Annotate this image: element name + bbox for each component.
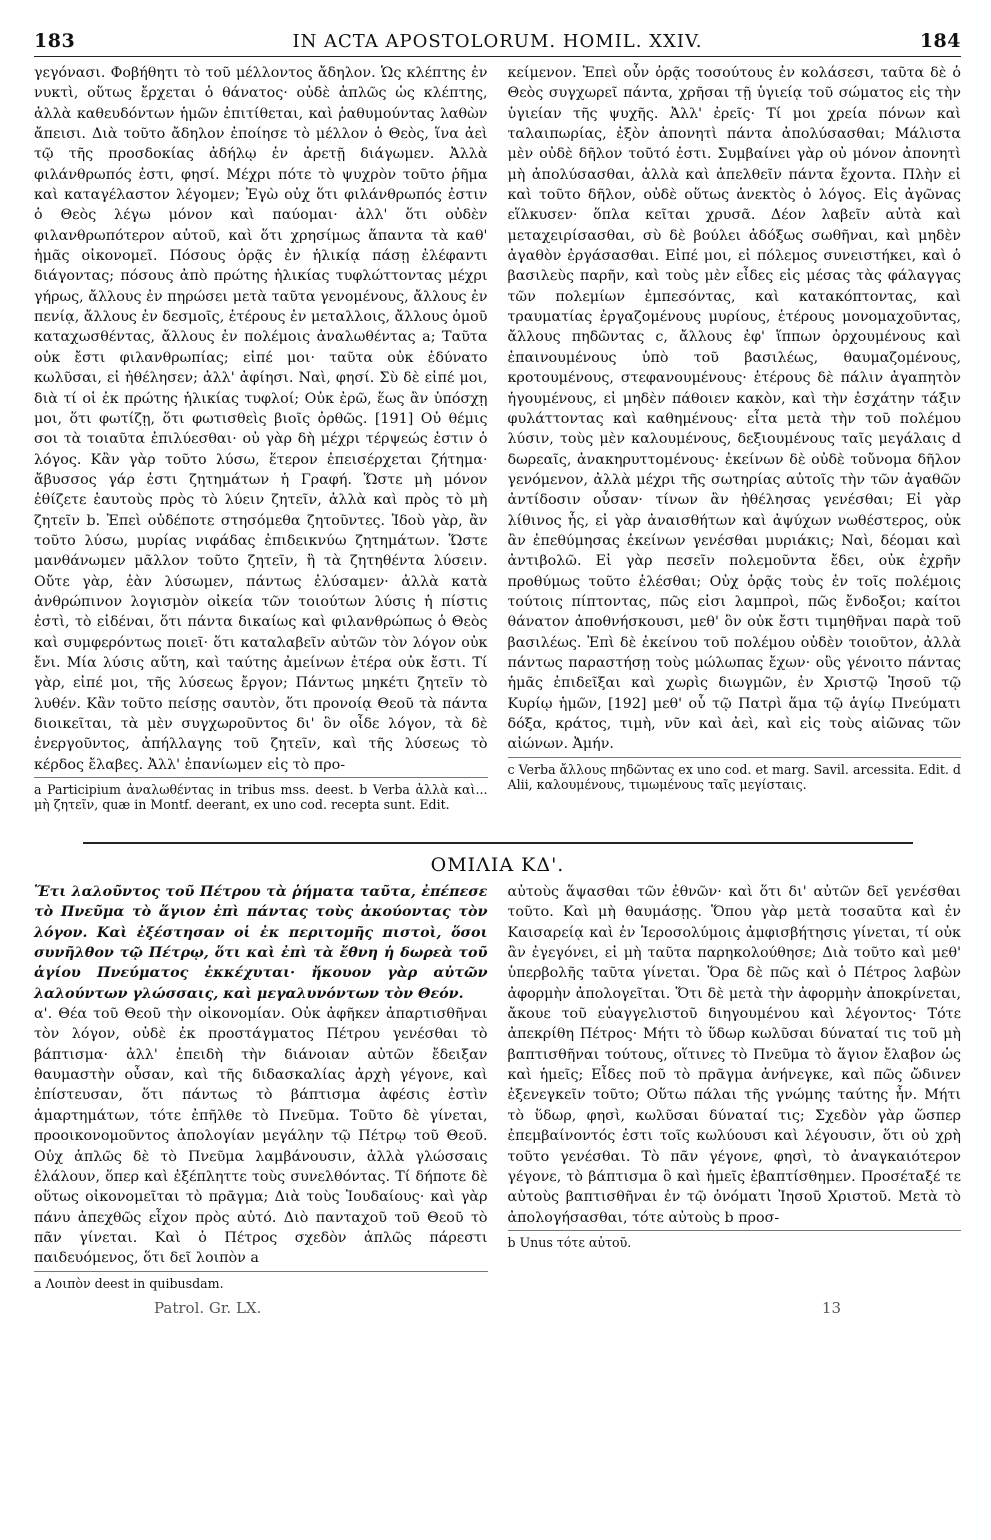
running-title: IN ACTA APOSTOLORUM. HOMIL. XXIV.: [292, 31, 703, 52]
left-column-text: γεγόνασι. Φοβήθητι τὸ τοῦ μέλλοντος ἄδηλον. Ὡς κλέπτης ἐν νυκτὶ, οὕτως ἔρχεται ὁ θάνατος· οὐδὲ ἁπλῶς ὡς κλέπτης, ἀλλὰ καθευδόντων ἡμῶν ἐπιτίθεται, καὶ ῥαθυμούντας λαθὼν ἄπεισι. Διὰ τοῦτο ἄδηλον ἐποίησε τὸ μέλλον ὁ Θεὸς, ἵνα ἀεὶ τῷ τῆς προσδοκίας ἀδήλῳ ἐν ἀρετῇ διάγωμεν. Ἀλλὰ φιλάνθρωπός ἐστι, φησί. Μέχρι πότε τὸ ψυχρὸν τοῦτο ῥῆμα καὶ καταγέλαστον λέγομεν; Ἐγὼ οὐχ ὅτι φιλάνθρωπός ἐστιν ὁ Θεὸς λέγω μόνον καὶ παύομαι· ἀλλ' ὅτι οὐδὲν φιλανθρωπότερον αὐτοῦ, καὶ ὅτι χρησίμως ἅπαντα τὰ καθ' ἡμᾶς οἰκονομεῖ. Πόσους ὁρᾷς ἐν ἡλικίᾳ πάσῃ ἐλέφαντι διάγοντας; πόσους ἀπὸ πρώτης ἡλικίας τυφλώττοντας μέχρι γήρως, ἄλλους ἐν πηρώσει μετὰ ταῦτα γενομένους, ἄλλους ἐν πενίᾳ, ἄλλους ἐν δεσμοῖς, ἑτέρους ἐν μεταλλοις, ἄλλους ὁμοῦ καταχωσθέντας, ἄλλους ἐν πολέμοις ἀναλωθέντας a; Ταῦτα οὐκ ἔστι φιλανθρωπίας; εἰπέ μοι· ταῦτα οὐκ ἐδύνατο κωλῦσαι, εἰ ἠθέλησεν; ἀλλ' ἀφίησι. Ναὶ, φησί. Σὺ δὲ εἰπέ μοι, διὰ τί οἱ ἐκ πρώτης ἡλικίας τυφλοί; Οὐκ ἐρῶ, ἕως ἂν ὑπόσχῃ μοι, ὅτι φωτίζῃ, ὅτι φωτισθεὶς βιοῖς ὀρθῶς. [191] Οὐ θέμις σοι τὰ τοιαῦτα ἐπιλύεσθαι· οὐ γὰρ δὴ μέχρι τέρψεώς ἐστιν ὁ λόγος. Κἂν γὰρ τοῦτο λύσω, ἕτερον ἐπεισέρχεται ζήτημα· ἄβυσσος γάρ ἐστι ζητημάτων ἡ Γραφή. Ὥστε μὴ μόνον ἐθίζετε ἑαυτοὺς πρὸς τὸ λύειν ζητεῖν, ἀλλὰ καὶ πρὸς τὸ μὴ ζητεῖν b. Ἐπεὶ οὐδέποτε στησόμεθα ζητοῦντες. Ἰδοὺ γὰρ, ἂν τοῦτο λύσω, μυρίας νιφάδας ἐπιδεικνύω ζητημάτων. Ὥστε μανθάνωμεν μᾶλλον τοῦτο ζητεῖν, ἢ τὰ ζητηθέντα λύσειν. Οὔτε γὰρ, ἐὰν λύσωμεν, πάντως ἐλύσαμεν· ἀλλὰ κατὰ ἀνθρώπινον λογισμὸν οἰκεία τῶν τοιούτων λύσις ἡ πίστις ἐστὶ, τὸ εἰδέναι, ὅτι πάντα δικαίως καὶ φιλανθρώπως ὁ Θεὸς καὶ συμφερόντως ποιεῖ· ὅτι καταλαβεῖν αὐτῶν τὸν λόγον οὐκ ἔνι. Μία λύσις αὕτη, καὶ ταύτης ἀμείνων ἑτέρα οὐκ ἔστι. Τί γὰρ, εἰπέ μοι, τῆς λύσεως ἔργον; Πάντως μηκέτι ζητεῖν τὸ λυθέν. Κἂν τοῦτο πείσῃς σαυτὸν, ὅτι προνοίᾳ Θεοῦ τὰ πάντα διοικεῖται, τὰ μὲν συγχωροῦντος δι' ὃν οἶδε λόγον, τὰ δὲ ἐνεργοῦντος, ἀπήλλαγης τοῦ ζητεῖν, καὶ τῆς λύσεως τὸ κέρδος ἔλαβες. Ἀλλ' ἐπανίωμεν εἰς τὸ προ-: [34, 65, 488, 773]
footer-right: 13: [821, 1298, 841, 1317]
left-column: [34, 63, 488, 812]
top-columns: [34, 63, 961, 812]
homily-right-column: [508, 882, 962, 1291]
left-footnotes: a Participium ἀναλωθέντας in tribus mss. deest. b Verba ἀλλὰ καὶ... μὴ ζητεῖν, quæ in Montf. deerant, ex uno cod. recepta sunt. Edit.: [34, 777, 488, 812]
page-footer: [34, 1299, 961, 1317]
homily-right-footnotes: b Unus τότε αὐτοῦ.: [508, 1230, 962, 1250]
running-header: [34, 30, 961, 57]
right-page-number: 184: [919, 30, 961, 52]
footer-left: Patrol. Gr. LX.: [154, 1298, 262, 1317]
left-page-number: 183: [34, 30, 76, 52]
right-column: [508, 63, 962, 812]
homily-columns: [34, 882, 961, 1291]
homily-left-footnotes: a Λοιπὸν deest in quibusdam.: [34, 1271, 488, 1291]
homily-title: ΟΜΙΛΙΑ ΚΔ'.: [430, 854, 565, 877]
section-divider: [83, 842, 913, 844]
right-footnotes: c Verba ἄλλους πηδῶντας ex uno cod. et marg. Savil. arcessita. Edit. d Alii, καλουμένους, τιμωμένους ταῖς μεγίσταις.: [508, 757, 962, 792]
homily-right-text: αὐτοὺς ἅψασθαι τῶν ἐθνῶν· καὶ ὅτι δι' αὐτῶν δεῖ γενέσθαι τοῦτο. Καὶ μὴ θαυμάσῃς. Ὅπου γὰρ μετὰ τοσαῦτα καὶ ἐν Καισαρείᾳ καὶ ἐν Ἱεροσολύμοις ἀμφισβήτησις γίνεται, τί οὐκ ἂν ἐγεγόνει, εἰ μὴ ταῦτα παρηκολούθησε; Διὰ τοῦτο καὶ μεθ' ὑπερβολῆς ταῦτα γίνεται. Ὅρα δὲ πῶς καὶ ὁ Πέτρος λαβὼν ἀφορμὴν ἀπολογεῖται. Ὅτι δὲ μετὰ τὴν ἀφορμὴν ἀποκρίνεται, ἄκουε τοῦ εὐαγγελιστοῦ διηγουμένου καὶ λέγοντος· Τότε ἀπεκρίθη Πέτρος· Μήτι τὸ ὕδωρ κωλῦσαι δύναταί τις τοῦ μὴ βαπτισθῆναι τούτους, οἵτινες τὸ Πνεῦμα τὸ ἅγιον ἔλαβον ὡς καὶ ἡμεῖς; Εἶδες ποῦ τὸ πρᾶγμα ἀνήνεγκε, καὶ πῶς ὤδινεν ἐξενεγκεῖν τοῦτο; Οὕτω πάλαι τῆς γνώμης ταύτης ἦν. Μήτι τὸ ὕδωρ, φησὶ, κωλῦσαι δύναταί τις; Σχεδὸν γὰρ ὥσπερ ἐπεμβαίνοντός ἐστι τοῖς κωλύουσι καὶ λέγουσιν, ὅτι οὐ χρὴ τοῦτο γενέσθαι. Τὸ πᾶν γέγονε, φησὶ, τὸ ἀναγκαιότερον γέγονε, τὸ βάπτισμα ὃ καὶ ἡμεῖς ἐβαπτίσθημεν. Προσέταξέ τε αὐτοὺς βαπτισθῆναι ἐν τῷ ὀνόματι Ἰησοῦ Χριστοῦ. Μετὰ τὸ ἀπολογήσασθαι, τότε αὐτοὺς b προσ-: [507, 884, 961, 1226]
right-column-text: κείμενον. Ἐπεὶ οὖν ὁρᾷς τοσούτους ἐν κολάσεσι, ταῦτα δὲ ὁ Θεὸς συγχωρεῖ πάντα, χρῆσαι τῇ ὑγιείᾳ τοῦ σώματος εἰς τὴν ὑγιείαν τῆς ψυχῆς. Ἀλλ' ἐρεῖς· Τί μοι χρεία πόνων καὶ ταλαιπωρίας, ἐξὸν ἀπονητὶ πάντα ἀπολύσασθαι; Μάλιστα μὲν οὐδὲ δῆλον τοῦτό ἐστι. Συμβαίνει γὰρ οὐ μόνον ἀπονητὶ μὴ ἀπολύσασθαι, ἀλλὰ καὶ ἀπελθεῖν πάντα ἔχοντα. Πλὴν εἰ καὶ τοῦτο δῆλον, οὐδὲ οὕτως ἀνεκτὸς ὁ λόγος. Εἰς ἀγῶνας εἵλκυσεν· ὅπλα κεῖται χρυσᾶ. Δέον λαβεῖν αὐτὰ καὶ μεταχειρίσασθαι, σὺ δὲ βούλει ἀδόξως σωθῆναι, καὶ μηδὲν ἀγαθὸν ἐργάσασθαι. Εἰπέ μοι, εἰ πόλεμος συνειστήκει, καὶ ὁ βασιλεὺς παρῆν, καὶ τοὺς μὲν εἶδες εἰς μέσας τὰς φάλαγγας τῶν πολεμίων ἐμπεσόντας, καὶ κατακόπτοντας, καὶ τραυματίας ἐργαζομένους μυρίους, ἑτέρους μονομαχοῦντας, ἄλλους πηδῶντας c, ἄλλους ἐφ' ἵππων ὀρχουμένους καὶ ἐπαινουμένους ὑπὸ τοῦ βασιλέως, θαυμαζομένους, κροτουμένους, στεφανουμένους· ἑτέρους δὲ πάλιν ἀγαπητὸν ἡγουμένους, εἰ μηδὲν πάθοιεν κακὸν, καὶ τὴν ἐσχάτην τάξιν φυλάττοντας καὶ καθημένους· εἶτα μετὰ τὴν τοῦ πολέμου λύσιν, τοὺς μὲν καλουμένους, δεξιουμένους ταῖς μεγάλαις d δωρεαῖς, ἀνακηρυττομένους· ἐκείνων δὲ οὐδὲ τοὔνομα δῆλον γενόμενον, ἀλλὰ μέχρι τῆς σωτηρίας αὐτοῖς τὴν τῶν ἀγαθῶν ἀντίδοσιν οὖσαν· τίνων ἂν ἠθέλησας γενέσθαι; Εἰ γὰρ λίθινος ἦς, εἰ γὰρ ἀναισθήτων καὶ ἀψύχων νωθέστερος, οὐκ ἂν ἐπεθύμησας ἐκείνων γενέσθαι μυριάκις; Ναὶ, δέομαι καὶ ἀντιβολῶ. Εἰ γὰρ πεσεῖν πολεμοῦντα ἔδει, οὐκ ἐχρῆν προθύμως τοῦτο ἑλέσθαι; Οὐχ ὁρᾷς τοὺς ἐν τοῖς πολέμοις τούτοις πίπτοντας, πῶς εἰσι λαμπροὶ, πῶς ἔνδοξοι; καίτοι θάνατον ἀποθνήσκουσι, μεθ' ὃν οὐκ ἔστι τιμηθῆναι παρὰ τοῦ βασιλέως. Ἐπὶ δὲ ἐκείνου τοῦ πολέμου οὐδὲν τοιοῦτον, ἀλλὰ πάντως παραστήσῃ τοὺς μώλωπας ἔχων· οὓς γένοιτο πάντας ἡμᾶς ἐπιδεῖξαι καὶ χωρὶς διωγμῶν, ἐν Χριστῷ Ἰησοῦ τῷ Κυρίῳ ἡμῶν, [192] μεθ' οὗ τῷ Πατρὶ ἅμα τῷ ἁγίῳ Πνεύματι δόξα, κράτος, τιμὴ, νῦν καὶ ἀεὶ, καὶ εἰς τοὺς αἰῶνας τῶν αἰώνων. Ἀμήν.: [507, 65, 961, 753]
homily-left-text: α'. Θέα τοῦ Θεοῦ τὴν οἰκονομίαν. Οὐκ ἀφῆκεν ἀπαρτισθῆναι τὸν λόγον, οὐδὲ ἐκ προστάγματος Πέτρου γενέσθαι τὸ βάπτισμα· ἀλλ' ἐπειδὴ τὴν διάνοιαν αὐτῶν ἔδειξαν θαυμαστὴν οὖσαν, καὶ τῆς διδασκαλίας ἀρχὴ γέγονε, καὶ ἐπίστευσαν, ὅτι πάντως τὸ βάπτισμα ἀφέσις ἐστὶν ἁμαρτημάτων, τότε ἐπῆλθε τὸ Πνεῦμα. Τοῦτο δὲ γίνεται, προοικονομοῦντος ἀπολογίαν μεγάλην τῷ Πέτρῳ τοῦ Θεοῦ. Οὐχ ἁπλῶς δὲ τὸ Πνεῦμα λαμβάνουσιν, ἀλλὰ γλώσσαις ἐλάλουν, ὅπερ καὶ ἐξέπληττε τοὺς συνελθόντας. Τί δήποτε δὲ οὕτως οἰκονομεῖται τὸ πρᾶγμα; Διὰ τοὺς Ἰουδαίους· καὶ γὰρ πάνυ ἀπεχθῶς εἶχον πρὸς αὐτό. Διὸ πανταχοῦ τοῦ Θεοῦ τὸ πᾶν γίνεται. Καὶ ὁ Πέτρος σχεδὸν ἁπλῶς πάρεστι παιδευόμενος, ὅτι δεῖ λοιπὸν a: [34, 1006, 488, 1267]
homily-argument: Ἔτι λαλοῦντος τοῦ Πέτρου τὰ ῥήματα ταῦτα, ἐπέπεσε τὸ Πνεῦμα τὸ ἅγιον ἐπὶ πάντας τοὺς ἀκούοντας τὸν λόγον. Καὶ ἐξέστησαν οἱ ἐκ περιτομῆς πιστοὶ, ὅσοι συνῆλθον τῷ Πέτρῳ, ὅτι καὶ ἐπὶ τὰ ἔθνη ἡ δωρεὰ τοῦ ἁγίου Πνεύματος ἐκκέχυται· ἤκουον γὰρ αὐτῶν λαλούντων γλώσσαις, καὶ μεγαλυνόντων τὸν Θεόν.: [34, 884, 488, 1002]
homily-left-column: [34, 882, 488, 1291]
